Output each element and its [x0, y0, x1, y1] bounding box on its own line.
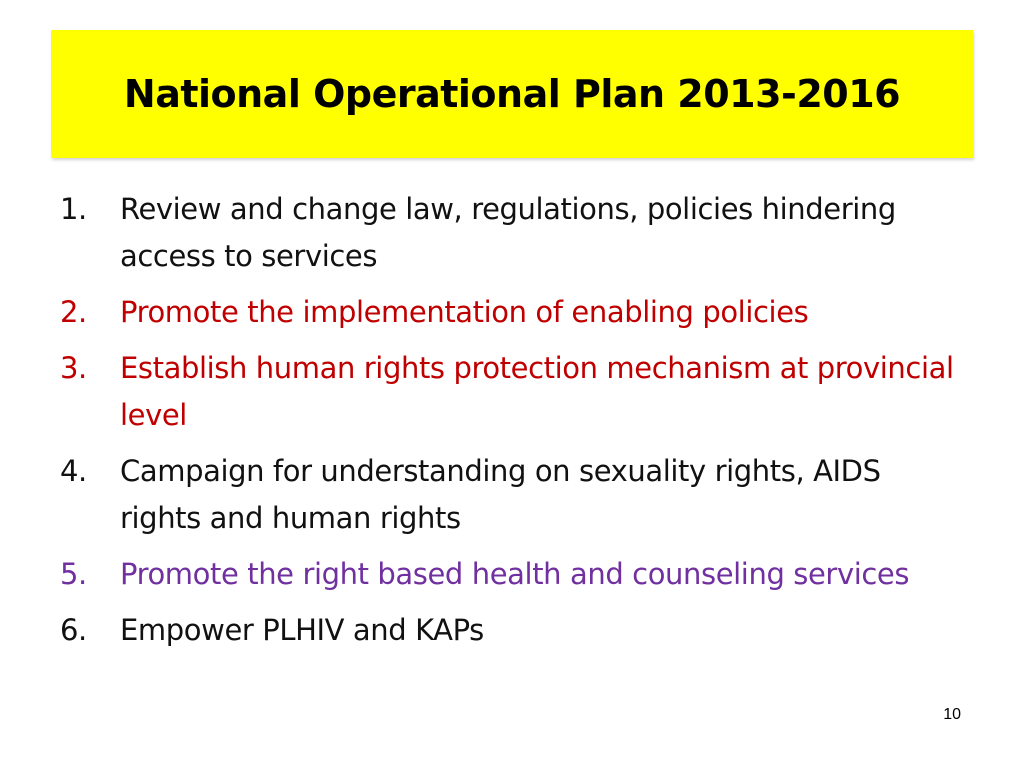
list-item-number: 1.	[60, 192, 87, 226]
page-number: 10	[943, 706, 961, 723]
list-item	[60, 551, 960, 598]
list-item-text: Promote the right based health and counseling services	[120, 557, 910, 591]
list-item-number: 4.	[60, 454, 87, 488]
list-item-number: 5.	[60, 557, 87, 591]
slide-title: National Operational Plan 2013-2016	[123, 72, 901, 116]
list-item-number: 6.	[60, 613, 87, 647]
list-item-text: Campaign for understanding on sexuality rights, AIDS rights and human rights	[120, 454, 881, 535]
list-item	[60, 345, 960, 439]
title-banner	[51, 30, 973, 158]
numbered-list	[60, 186, 960, 663]
list-item-number: 3.	[60, 351, 87, 385]
list-item-text: Review and change law, regulations, policies hindering access to services	[120, 192, 896, 273]
list-item-text: Establish human rights protection mechanism at provincial level	[120, 351, 954, 432]
list-item-text: Empower PLHIV and KAPs	[120, 613, 484, 647]
list-item-number: 2.	[60, 295, 87, 329]
list-item	[60, 607, 960, 654]
list-item	[60, 448, 960, 542]
list-item	[60, 186, 960, 280]
list-item	[60, 289, 960, 336]
list-item-text: Promote the implementation of enabling policies	[120, 295, 809, 329]
